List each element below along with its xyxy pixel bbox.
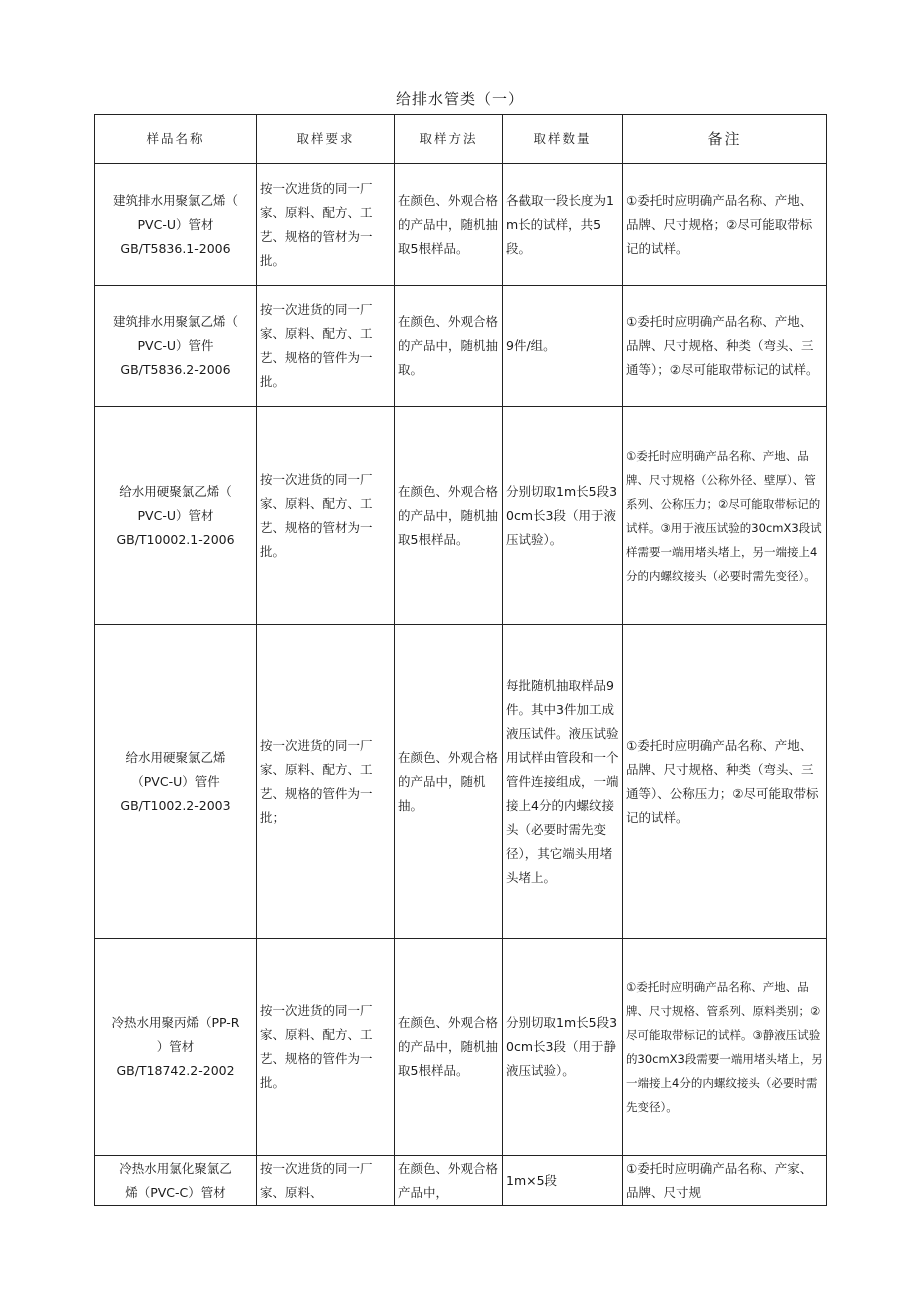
table-row (95, 1156, 827, 1206)
header-quantity: 取样数量 (503, 115, 623, 164)
sampling-table (94, 114, 827, 1206)
name-line: PVC-U）管件 (137, 338, 214, 353)
quantity-cell: 分别切取1m长5段30cm长3段（用于静液压试验）。 (503, 939, 623, 1156)
header-row (95, 115, 827, 164)
quantity-cell: 每批随机抽取样品9件。其中3件加工成液压试件。液压试验用试样由管段和一个管件连接组成，一端接上4分的内螺纹接头（必要时需先变径），其它端头用堵头堵上。 (503, 625, 623, 939)
sample-name (95, 407, 257, 625)
remark-cell: ①委托时应明确产品名称、产地、品牌、尺寸规格、种类（弯头、三通等）；②尽可能取带标记的试样。 (623, 286, 827, 407)
requirement-cell: 按一次进货的同一厂家、原料、配方、工艺、规格的管件为一批； (257, 625, 395, 939)
table-row (95, 625, 827, 939)
sample-name (95, 939, 257, 1156)
sample-name (95, 1156, 257, 1206)
remark-cell: ①委托时应明确产品名称、产地、品牌、尺寸规格、管系列、原料类别；②尽可能取带标记的试样。③静液压试验的30cmX3段需要一端用堵头堵上，另一端接上4分的内螺纹接头（必要时需先变径）。 (623, 939, 827, 1156)
requirement-cell: 按一次进货的同一厂家、原料、配方、工艺、规格的管件为一批。 (257, 939, 395, 1156)
name-line: GB/T5836.1-2006 (120, 240, 231, 256)
remark-cell: ①委托时应明确产品名称、产地、品牌、尺寸规格；②尽可能取带标记的试样。 (623, 164, 827, 286)
method-cell: 在颜色、外观合格的产品中，随机抽取5根样品。 (395, 939, 503, 1156)
header-name: 样品名称 (95, 115, 257, 164)
method-cell: 在颜色、外观合格的产品中，随机抽。 (395, 625, 503, 939)
remark-cell: ①委托时应明确产品名称、产地、品牌、尺寸规格（公称外径、壁厚）、管系列、公称压力；②尽可能取带标记的试样。③用于液压试验的30cmX3段试样需要一端用堵头堵上，另一端接上4分的内螺纹接头（必要时需先变径）。 (623, 407, 827, 625)
sample-name (95, 625, 257, 939)
name-line: 冷热水用氯化聚氯乙 (119, 1160, 232, 1176)
name-line: GB/T5836.2-2006 (120, 362, 231, 377)
name-line: 冷热水用聚丙烯（PP-R (111, 1015, 240, 1030)
name-line: 给水用硬聚氯乙烯 (125, 749, 226, 765)
table-row (95, 939, 827, 1156)
name-line: GB/T18742.2-2002 (116, 1063, 235, 1078)
name-line: PVC-U）管材 (137, 216, 214, 232)
method-cell: 在颜色、外观合格的产品中，随机抽取5根样品。 (395, 407, 503, 625)
remark-cell: ①委托时应明确产品名称、产家、品牌、尺寸规 (623, 1156, 827, 1206)
sample-name (95, 164, 257, 286)
method-cell: 在颜色、外观合格产品中， (395, 1156, 503, 1206)
header-remark: 备注 (623, 115, 827, 164)
method-cell: 在颜色、外观合格的产品中，随机抽取5根样品。 (395, 164, 503, 286)
requirement-cell: 按一次进货的同一厂家、原料、配方、工艺、规格的管材为一批。 (257, 407, 395, 625)
quantity-cell: 1m×5段 (503, 1156, 623, 1206)
name-line: ）管材 (156, 1039, 195, 1054)
quantity-cell: 各截取一段长度为1m长的试样，共5段。 (503, 164, 623, 286)
remark-cell: ①委托时应明确产品名称、产地、品牌、尺寸规格、种类（弯头、三通等）、公称压力；②尽可能取带标记的试样。 (623, 625, 827, 939)
name-line: （PVC-U）管件 (131, 773, 220, 789)
header-requirement: 取样要求 (257, 115, 395, 164)
name-line: 建筑排水用聚氯乙烯（ (112, 192, 238, 208)
requirement-cell: 按一次进货的同一厂家、原料、配方、工艺、规格的管件为一批。 (257, 286, 395, 407)
table-row (95, 407, 827, 625)
name-line: GB/T10002.1-2006 (116, 531, 235, 547)
name-line: 烯（PVC-C）管材 (125, 1184, 226, 1200)
name-line: 给水用硬聚氯乙烯（ (119, 483, 232, 499)
name-line: PVC-U）管材 (137, 507, 214, 523)
requirement-cell: 按一次进货的同一厂家、原料、 (257, 1156, 395, 1206)
sample-name (95, 286, 257, 407)
quantity-cell: 分别切取1m长5段30cm长3段（用于液压试验）。 (503, 407, 623, 625)
name-line: GB/T1002.2-2003 (120, 797, 231, 813)
method-cell: 在颜色、外观合格的产品中，随机抽取。 (395, 286, 503, 407)
table-row (95, 164, 827, 286)
requirement-cell: 按一次进货的同一厂家、原料、配方、工艺、规格的管材为一批。 (257, 164, 395, 286)
table-row (95, 286, 827, 407)
name-line: 建筑排水用聚氯乙烯（ (112, 314, 238, 329)
quantity-cell: 9件/组。 (503, 286, 623, 407)
header-method: 取样方法 (395, 115, 503, 164)
page-title: 给排水管类（一） (395, 90, 524, 108)
